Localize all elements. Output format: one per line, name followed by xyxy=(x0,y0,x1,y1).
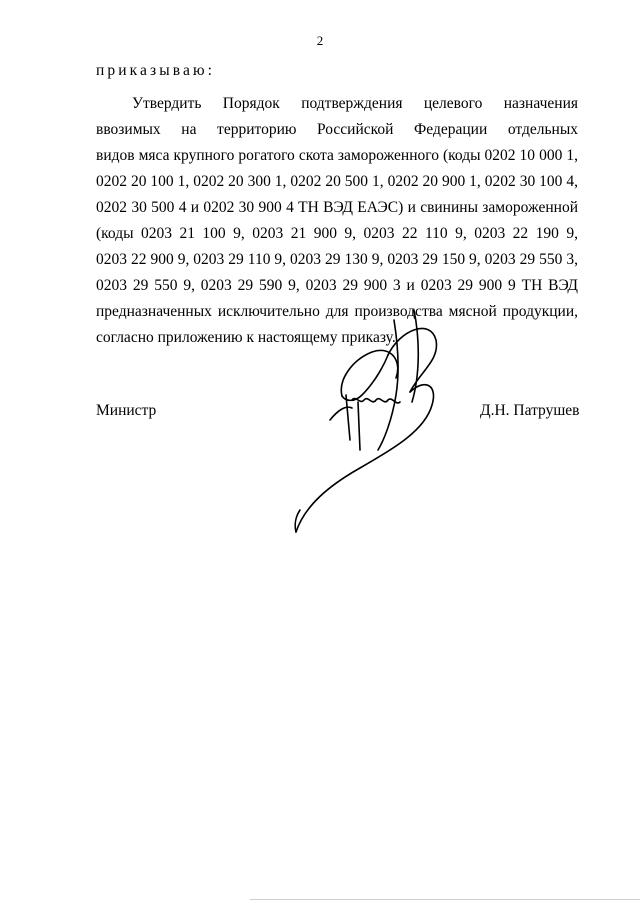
signatory-name: Д.Н. Патрушев xyxy=(480,402,580,419)
bottom-rule xyxy=(250,899,640,900)
body-line: ввозимых на территорию Российской Федерации отдельных xyxy=(96,121,578,138)
body-line: 0202 30 500 4 и 0202 30 900 4 ТН ВЭД ЕАЭС) и свинины замороженной xyxy=(96,199,578,216)
body-line: предназначенных исключительно для производства мясной продукции, xyxy=(96,303,578,320)
signatory-title: Министр xyxy=(96,402,157,419)
order-word: приказываю: xyxy=(96,62,216,79)
body-line: Утвердить Порядок подтверждения целевого назначения xyxy=(132,95,578,112)
body-line: видов мяса крупного рогатого скота замороженного (коды 0202 10 000 1, xyxy=(96,147,578,164)
body-line: 0203 29 550 9, 0203 29 590 9, 0203 29 900 3 и 0203 29 900 9 ТН ВЭД xyxy=(96,277,578,294)
body-line: 0202 20 100 1, 0202 20 300 1, 0202 20 500 1, 0202 20 900 1, 0202 30 100 4, xyxy=(96,173,578,190)
body-line-last: согласно приложению к настоящему приказу. xyxy=(96,329,396,346)
page-number: 2 xyxy=(316,33,324,48)
body-line: 0203 22 900 9, 0203 29 110 9, 0203 29 130 9, 0203 29 150 9, 0203 29 550 3, xyxy=(96,251,578,268)
body-line: (коды 0203 21 100 9, 0203 21 900 9, 0203 22 110 9, 0203 22 190 9, xyxy=(96,225,578,242)
